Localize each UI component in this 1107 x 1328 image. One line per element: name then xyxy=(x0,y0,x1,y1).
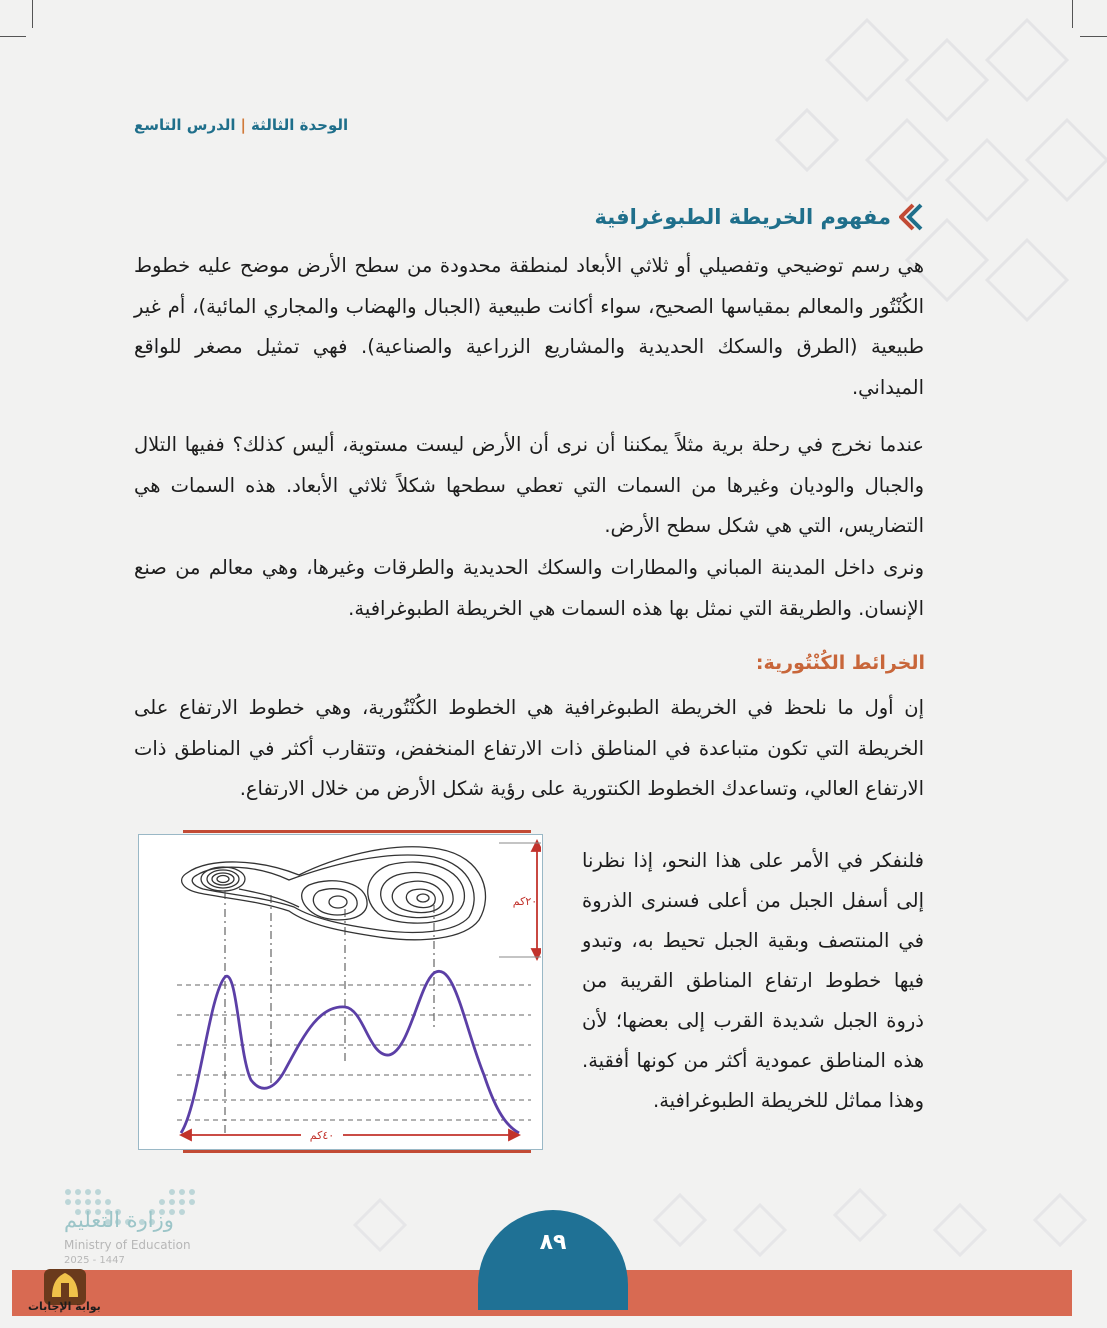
height-dimension-label: ٢٠كم xyxy=(512,895,538,908)
decorative-pattern-bottom xyxy=(300,1180,1107,1270)
manmade-features-paragraph: ونرى داخل المدينة المباني والمطارات والسكك الحديدية والطرقات وغيرها، وهي معالم من صنع الإنسان. والطريقة التي نمثل بها هذه السمات هي الخريطة الطبوغرافية. xyxy=(134,556,924,620)
mosque-badge-icon xyxy=(30,1255,100,1325)
contour-profile-figure xyxy=(138,834,543,1150)
lesson-label: الدرس التاسع xyxy=(134,116,236,134)
ministry-name-arabic: وزارة التعليم xyxy=(64,1208,174,1232)
ministry-year: 2025 - 1447 xyxy=(64,1255,125,1266)
double-chevron-icon xyxy=(899,202,925,232)
terrain-paragraph: عندما نخرج في رحلة برية مثلاً يمكننا أن نرى أن الأرض ليست مستوية، أليس كذلك؟ ففيها التلال والجبال والوديان وغيرها من السمات التي تعطي سطحها شكلاً ثلاثي الأبعاد. هذه السمات هي التضاريس، التي هي شكل سطح الأرض. xyxy=(134,433,924,537)
contour-diagram xyxy=(139,835,541,1148)
contour-lines-paragraph: إن أول ما نلحظ في الخريطة الطبوغرافية هي الخطوط الكُنْتُورية، وهي خطوط الارتفاع على الخريطة التي تكون متباعدة في المناطق ذات الارتفاع المنخفض، وتتقارب أكثر في المناطق ذات الارتفاع العالي، وتساعدك الخطوط الكنتورية على رؤية شكل الأرض من خلال الارتفاع. xyxy=(134,696,924,800)
crop-mark-left-top xyxy=(0,36,26,37)
figure-bottom-rule xyxy=(183,1150,531,1153)
mountain-view-paragraph: فلنفكر في الأمر على هذا النحو، إذا نظرنا إلى أسفل الجبل من أعلى فسنرى الذروة في المنتصف وبقية الجبل تحيط به، وتبدو فيها خطوط ارتفاع المناطق القريبة من ذروة الجبل شديدة القرب إلى بعضها؛ لأن هذه المناطق عمودية أكثر من كونها أفقية. وهذا مماثل للخريطة الطبوغرافية. xyxy=(582,849,924,1112)
page-number: ٨٩ xyxy=(539,1230,567,1255)
unit-label: الوحدة الثالثة xyxy=(251,116,349,134)
figure-top-rule xyxy=(183,830,531,833)
answers-portal-label: بوابة الإجابات xyxy=(28,1300,101,1313)
header-separator: | xyxy=(240,116,247,134)
section-title: مفهوم الخريطة الطبوغرافية xyxy=(594,205,891,229)
width-dimension-label: ٤٠كم xyxy=(309,1129,335,1142)
section-heading xyxy=(595,202,925,232)
unit-lesson-header xyxy=(134,116,348,134)
ministry-name-english: Ministry of Education xyxy=(64,1238,191,1252)
crop-mark-top-left xyxy=(32,0,33,28)
definition-paragraph: هي رسم توضيحي وتفصيلي أو ثلاثي الأبعاد لمنطقة محدودة من سطح الأرض موضح عليه خطوط الكُنْتُور والمعالم بمقياسها الصحيح، سواء أكانت طبيعية (الجبال والهضاب والمجاري المائية)، أم غير طبيعية (الطرق والسكك الحديدية والمشاريع الزراعية والصناعية). فهي تمثيل مصغر للواقع الميداني. xyxy=(134,254,924,399)
contour-maps-heading: الخرائط الكُنْتُورية: xyxy=(755,652,925,674)
